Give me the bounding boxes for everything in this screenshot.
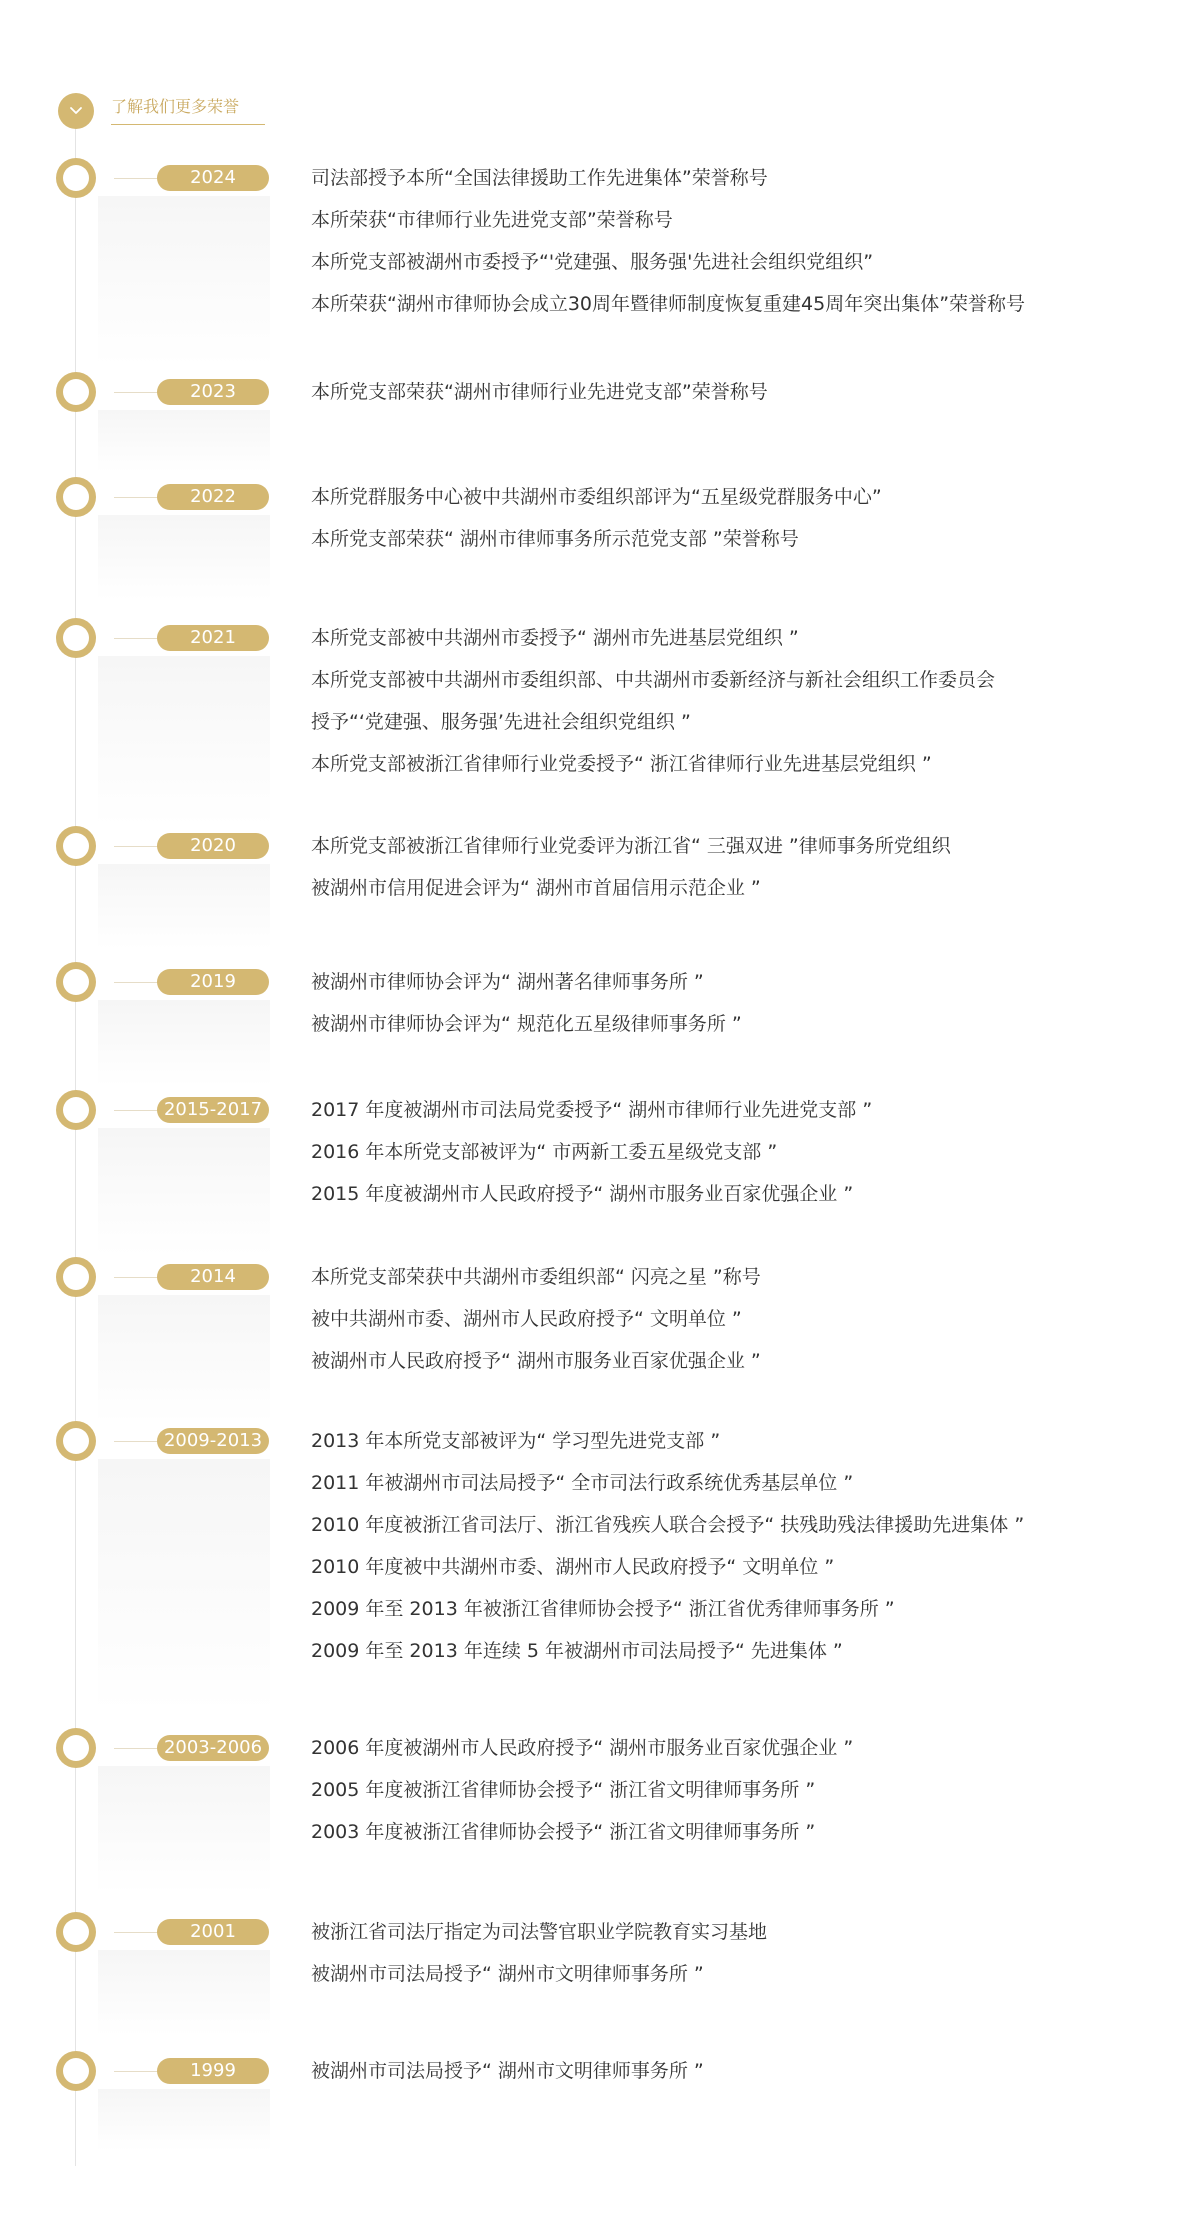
timeline-connector <box>114 1110 162 1111</box>
timeline-node-icon <box>56 1090 96 1130</box>
timeline-node-icon <box>56 618 96 658</box>
timeline-node-icon <box>56 1421 96 1461</box>
honor-item: 被湖州市司法局授予“ 湖州市文明律师事务所 ” <box>311 2060 704 2082</box>
honor-list <box>311 1429 1024 1681</box>
timeline-entry <box>0 1728 1200 1894</box>
timeline-entry <box>0 1912 1200 2036</box>
honor-item: 2006 年度被湖州市人民政府授予“ 湖州市服务业百家优强企业 ” <box>311 1737 854 1759</box>
timeline-node-icon <box>56 477 96 517</box>
honor-item: 本所党支部被中共湖州市委授予“ 湖州市先进基层党组织 ” <box>311 627 799 649</box>
year-shade <box>98 1459 270 1713</box>
timeline-entry <box>0 962 1200 1086</box>
honor-list <box>311 2059 704 2101</box>
honor-list <box>311 1736 853 1862</box>
year-shade <box>98 1950 270 2036</box>
honor-item: 本所党支部被中共湖州市委组织部、中共湖州市委新经济与新社会组织工作委员会 <box>311 669 996 691</box>
timeline-connector <box>114 392 162 393</box>
timeline-connector <box>114 1441 162 1442</box>
honor-item: 本所党支部被湖州市委授予“'党建强、服务强'先进社会组织党组织” <box>311 251 874 273</box>
timeline-node-icon <box>56 1912 96 1952</box>
honor-item: 2011 年被湖州市司法局授予“ 全市司法行政系统优秀基层单位 ” <box>311 1472 854 1494</box>
timeline-entry <box>0 826 1200 950</box>
timeline-entry <box>0 618 1200 826</box>
honor-item: 本所荣获“湖州市律师协会成立30周年暨律师制度恢复重建45周年突出集体”荣誉称号 <box>311 293 1026 315</box>
honor-list <box>311 834 951 918</box>
year-shade <box>98 656 270 826</box>
honor-item: 本所党群服务中心被中共湖州市委组织部评为“五星级党群服务中心” <box>311 486 882 508</box>
year-badge: 2021 <box>157 625 269 651</box>
timeline-entry <box>0 2051 1200 2151</box>
honor-item: 2009 年至 2013 年连续 5 年被湖州市司法局授予“ 先进集体 ” <box>311 1640 843 1662</box>
honor-item: 2013 年本所党支部被评为“ 学习型先进党支部 ” <box>311 1430 721 1452</box>
honor-item: 被湖州市人民政府授予“ 湖州市服务业百家优强企业 ” <box>311 1350 761 1372</box>
timeline-entry <box>0 1257 1200 1423</box>
year-shade <box>98 2089 270 2151</box>
timeline-entry <box>0 477 1200 601</box>
year-shade <box>98 410 270 472</box>
timeline-entry <box>0 158 1200 366</box>
year-shade <box>98 1295 270 1423</box>
honor-item: 授予“‘党建强、服务强’先进社会组织党组织 ” <box>311 711 691 733</box>
honor-item: 2010 年度被浙江省司法厅、浙江省残疾人联合会授予“ 扶残助残法律援助先进集体 ” <box>311 1514 1025 1536</box>
year-badge: 2023 <box>157 379 269 405</box>
timeline-node-icon <box>56 962 96 1002</box>
expand-toggle-button[interactable] <box>58 93 94 129</box>
timeline-connector <box>114 1932 162 1933</box>
timeline-connector <box>114 846 162 847</box>
honor-item: 本所党支部被浙江省律师行业党委评为浙江省“ 三强双进 ”律师事务所党组织 <box>311 835 951 857</box>
year-badge: 2009-2013 <box>157 1428 269 1454</box>
timeline-node-icon <box>56 826 96 866</box>
honor-item: 被湖州市信用促进会评为“ 湖州市首届信用示范企业 ” <box>311 877 761 899</box>
timeline-connector <box>114 1748 162 1749</box>
honor-item: 2017 年度被湖州市司法局党委授予“ 湖州市律师行业先进党支部 ” <box>311 1099 873 1121</box>
more-honors-link[interactable]: 了解我们更多荣誉 <box>111 94 265 125</box>
year-badge: 2001 <box>157 1919 269 1945</box>
honor-list <box>311 1920 767 2004</box>
timeline-node-icon <box>56 1728 96 1768</box>
timeline-connector <box>114 2071 162 2072</box>
honor-item: 被湖州市律师协会评为“ 规范化五星级律师事务所 ” <box>311 1013 742 1035</box>
honor-item: 2010 年度被中共湖州市委、湖州市人民政府授予“ 文明单位 ” <box>311 1556 835 1578</box>
chevron-down-icon <box>69 106 83 116</box>
honor-item: 被浙江省司法厅指定为司法警官职业学院教育实习基地 <box>311 1921 768 1943</box>
year-badge: 2019 <box>157 969 269 995</box>
timeline-connector <box>114 178 162 179</box>
honor-item: 被湖州市司法局授予“ 湖州市文明律师事务所 ” <box>311 1963 704 1985</box>
year-badge: 2014 <box>157 1264 269 1290</box>
timeline-node-icon <box>56 372 96 412</box>
year-badge: 1999 <box>157 2058 269 2084</box>
honor-item: 2015 年度被湖州市人民政府授予“ 湖州市服务业百家优强企业 ” <box>311 1183 854 1205</box>
year-badge: 2020 <box>157 833 269 859</box>
year-shade <box>98 864 270 950</box>
year-shade <box>98 1128 270 1256</box>
honor-list <box>311 1265 761 1391</box>
year-shade <box>98 515 270 601</box>
honor-item: 2009 年至 2013 年被浙江省律师协会授予“ 浙江省优秀律师事务所 ” <box>311 1598 895 1620</box>
honor-item: 本所党支部被浙江省律师行业党委授予“ 浙江省律师行业先进基层党组织 ” <box>311 753 932 775</box>
timeline-entry <box>0 1090 1200 1256</box>
honor-item: 2005 年度被浙江省律师协会授予“ 浙江省文明律师事务所 ” <box>311 1779 816 1801</box>
honor-item: 2003 年度被浙江省律师协会授予“ 浙江省文明律师事务所 ” <box>311 1821 816 1843</box>
honor-item: 被中共湖州市委、湖州市人民政府授予“ 文明单位 ” <box>311 1308 742 1330</box>
honor-item: 本所党支部荣获“ 湖州市律师事务所示范党支部 ”荣誉称号 <box>311 528 799 550</box>
honor-list <box>311 970 742 1054</box>
honor-item: 司法部授予本所“全国法律援助工作先进集体”荣誉称号 <box>311 167 768 189</box>
honor-list <box>311 380 768 422</box>
timeline-node-icon <box>56 158 96 198</box>
year-badge: 2024 <box>157 165 269 191</box>
timeline-connector <box>114 1277 162 1278</box>
year-shade <box>98 1766 270 1894</box>
timeline-entry <box>0 1421 1200 1713</box>
timeline-node-icon <box>56 1257 96 1297</box>
honor-list <box>311 166 1025 334</box>
honor-item: 本所党支部荣获“湖州市律师行业先进党支部”荣誉称号 <box>311 381 768 403</box>
year-shade <box>98 1000 270 1086</box>
timeline-connector <box>114 982 162 983</box>
honor-list <box>311 485 882 569</box>
year-shade <box>98 196 270 366</box>
timeline-connector <box>114 497 162 498</box>
honor-item: 被湖州市律师协会评为“ 湖州著名律师事务所 ” <box>311 971 704 993</box>
honor-list <box>311 1098 872 1224</box>
timeline-node-icon <box>56 2051 96 2091</box>
year-badge: 2015-2017 <box>157 1097 269 1123</box>
honor-item: 2016 年本所党支部被评为“ 市两新工委五星级党支部 ” <box>311 1141 778 1163</box>
honor-list <box>311 626 995 794</box>
honor-item: 本所荣获“市律师行业先进党支部”荣誉称号 <box>311 209 673 231</box>
year-badge: 2003-2006 <box>157 1735 269 1761</box>
timeline-connector <box>114 638 162 639</box>
honor-item: 本所党支部荣获中共湖州市委组织部“ 闪亮之星 ”称号 <box>311 1266 761 1288</box>
timeline-entry <box>0 372 1200 472</box>
year-badge: 2022 <box>157 484 269 510</box>
